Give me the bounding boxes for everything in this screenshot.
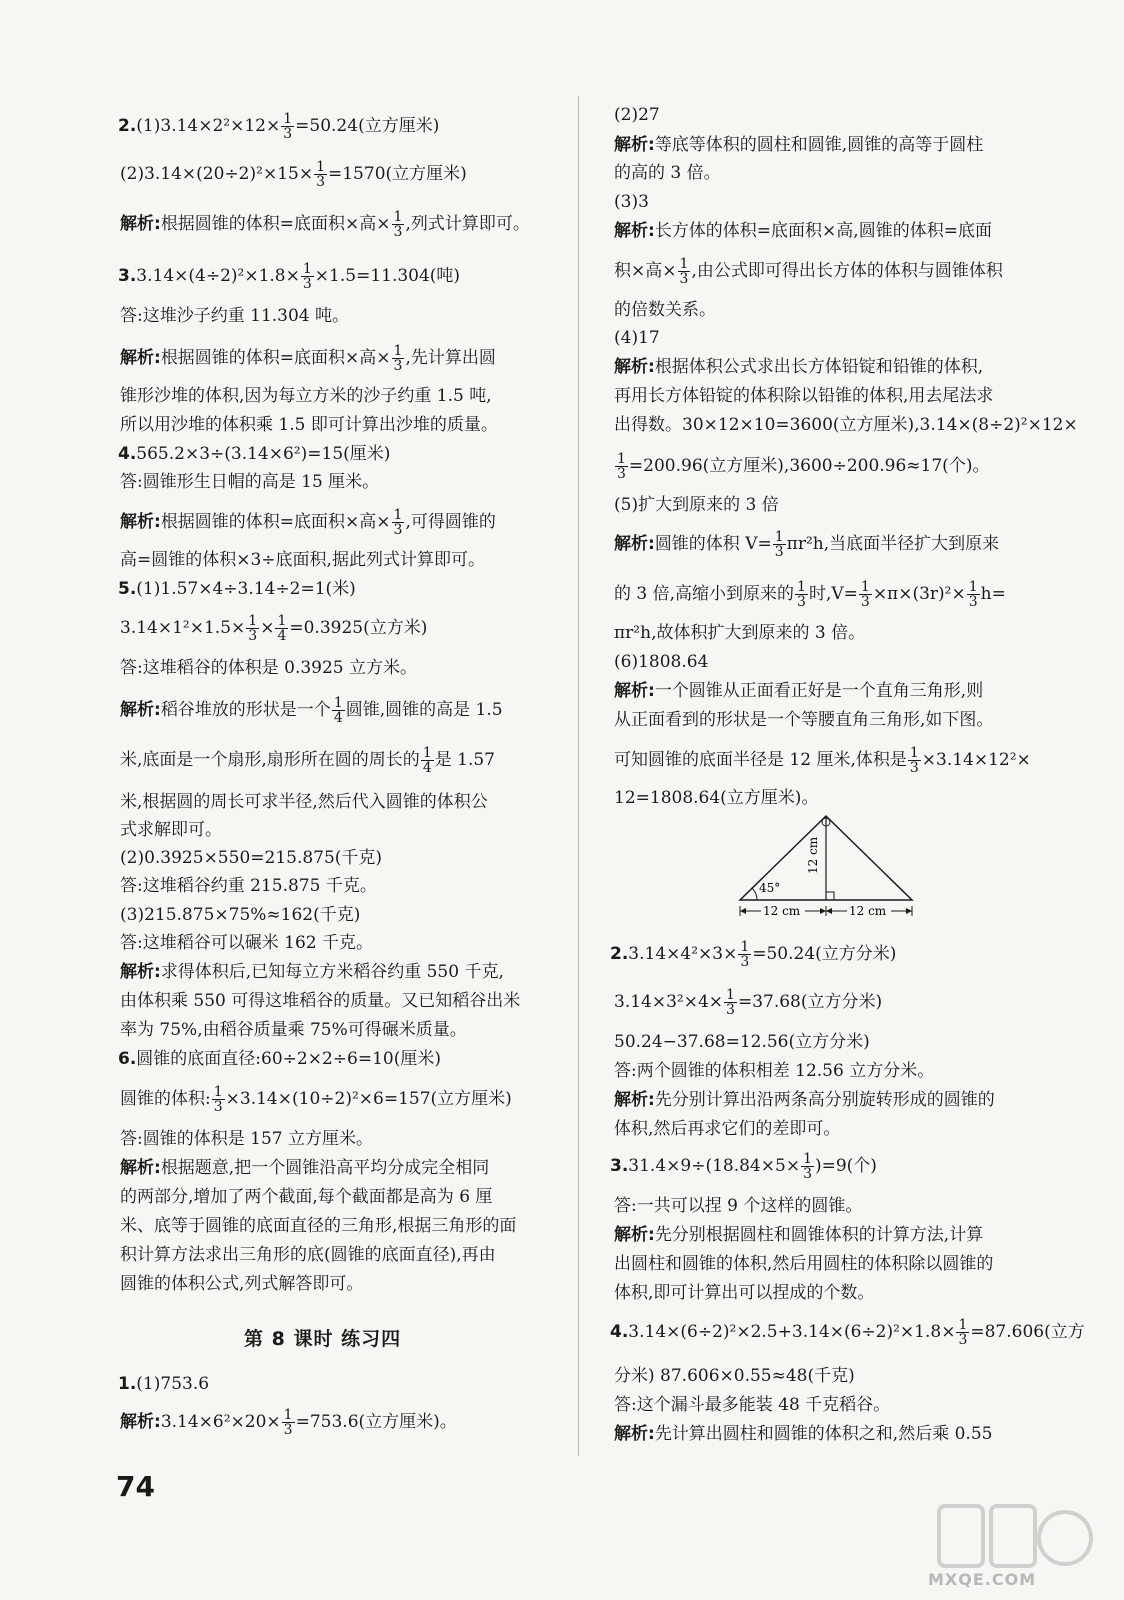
q6-analysis-4: 积计算方法求出三角形的底(圆锥的底面直径),再由: [120, 1245, 496, 1265]
q6-line1: 6.圆锥的底面直径:60÷2×2÷6=10(厘米): [118, 1049, 441, 1069]
p6-analysis-2: 从正面看到的形状是一个等腰直角三角形,如下图。: [614, 710, 994, 730]
q5-line2: 3.14×1²×1.5× $\frac{1}{3}$ × $\frac{1}{4}$ =0.3925(立方米): [120, 613, 428, 644]
q5-answer-1: 答:这堆稻谷的体积是 0.3925 立方米。: [120, 658, 418, 678]
q5-analysis-3: 米,根据圆的周长可求半径,然后代入圆锥的体积公: [120, 792, 488, 812]
height-label: 12 cm: [806, 836, 820, 874]
q5-analysis-2: 米,底面是一个扇形,扇形所在圆的周长的 $\frac{1}{4}$ 是 1.57: [120, 745, 495, 776]
p5-analysis-2: 的 3 倍,高缩小到原来的 $\frac{1}{3}$ 时,V= $\frac{1}{3}$ ×π×(3r)²× $\frac{1}{3}$ h=: [614, 579, 1006, 610]
q2r-line3: 50.24−37.68=12.56(立方分米): [614, 1032, 870, 1052]
p6-analysis-1: 解析:一个圆锥从正面看正好是一个直角三角形,则: [614, 681, 984, 701]
q2-line1: 2.(1)3.14×2²×12× $\frac{1}{3}$ =50.24(立方厘米): [118, 111, 440, 142]
p5-analysis-1: 解析:圆锥的体积 V= $\frac{1}{3}$ πr²h,当底面半径扩大到原来: [614, 529, 1000, 560]
q4r-analysis-1: 解析:先计算出圆柱和圆锥的体积之和,然后乘 0.55: [614, 1424, 993, 1444]
q6-analysis-2: 的两部分,增加了两个截面,每个截面都是高为 6 厘: [120, 1187, 493, 1207]
column-divider: [578, 96, 579, 1456]
q2r-analysis-1: 解析:先分别计算出沿两条高分别旋转形成的圆锥的: [614, 1090, 995, 1110]
q2r-line2: 3.14×3²×4× $\frac{1}{3}$ =37.68(立方分米): [614, 987, 883, 1018]
p3-analysis-1: 解析:长方体的体积=底面积×高,圆锥的体积=底面: [614, 221, 992, 241]
q4-analysis-1: 解析:根据圆锥的体积=底面积×高× $\frac{1}{3}$ ,可得圆锥的: [120, 507, 496, 538]
p6-analysis-3: 可知圆锥的底面半径是 12 厘米,体积是 $\frac{1}{3}$ ×3.14×12²×: [614, 745, 1031, 776]
q2r-analysis-2: 体积,然后再求它们的差即可。: [614, 1119, 841, 1139]
q5-answer-3: 答:这堆稻谷可以碾米 162 千克。: [120, 933, 373, 953]
p3-analysis-2: 积×高× $\frac{1}{3}$ ,由公式即可得出长方体的体积与圆锥体积: [614, 256, 1003, 287]
q5-analysis2-2: 由体积乘 550 可得这堆稻谷的质量。又已知稻谷出米: [120, 991, 521, 1011]
q4r-line2: 分米) 87.606×0.55≈48(千克): [614, 1366, 855, 1386]
q5-line3: (2)0.3925×550=215.875(千克): [120, 848, 383, 868]
q6-line2: 圆锥的体积: $\frac{1}{3}$ ×3.14×(10÷2)²×6=157(立方厘米): [120, 1084, 512, 1115]
q4r-answer: 答:这个漏斗最多能装 48 千克稻谷。: [614, 1395, 891, 1415]
page-number: 74: [116, 1470, 155, 1503]
q3r-analysis-1: 解析:先分别根据圆柱和圆锥体积的计算方法,计算: [614, 1225, 984, 1245]
p4-analysis-3: 出得数。30×12×10=3600(立方厘米),3.14×(8÷2)²×12×: [614, 415, 1078, 435]
q6-analysis-3: 米、底等于圆锥的底面直径的三角形,根据三角形的面: [120, 1216, 517, 1236]
q4-answer: 答:圆锥形生日帽的高是 15 厘米。: [120, 472, 380, 492]
q3r-line1: 3.31.4×9÷(18.84×5× $\frac{1}{3}$ )=9(个): [610, 1151, 877, 1182]
p6-answer: (6)1808.64: [614, 652, 709, 672]
p3-answer: (3)3: [614, 192, 649, 212]
base-left-label: 12 cm: [763, 904, 801, 918]
q3r-analysis-2: 出圆柱和圆锥的体积,然后用圆柱的体积除以圆锥的: [614, 1254, 994, 1274]
q5-analysis-4: 式求解即可。: [120, 820, 222, 840]
p3-analysis-3: 的倍数关系。: [614, 300, 716, 320]
p2-analysis-1: 解析:等底等体积的圆柱和圆锥,圆锥的高等于圆柱: [614, 135, 984, 155]
q5-analysis2-3: 率为 75%,由稻谷质量乘 75%可得碾米质量。: [120, 1020, 467, 1040]
q2-line2: (2)3.14×(20÷2)²×15× $\frac{1}{3}$ =1570(立方厘米): [120, 159, 467, 190]
p4-analysis-1: 解析:根据体积公式求出长方体铅锭和铅锥的体积,: [614, 357, 984, 377]
isosceles-right-triangle-figure: [735, 812, 925, 927]
angle-label: 45°: [759, 881, 781, 895]
q4-line1: 4.565.2×3÷(3.14×6²)=15(厘米): [118, 444, 391, 464]
q5-line4: (3)215.875×75%≈162(千克): [120, 905, 361, 925]
q3r-analysis-3: 体积,即可计算出可以捏成的个数。: [614, 1283, 875, 1303]
s1-line1: 1.(1)753.6: [118, 1374, 210, 1394]
q3r-answer: 答:一共可以捏 9 个这样的圆锥。: [614, 1196, 863, 1216]
s1-analysis: 解析:3.14×6²×20× $\frac{1}{3}$ =753.6(立方厘米)。: [120, 1407, 457, 1438]
base-right-label: 12 cm: [849, 904, 887, 918]
q6-answer: 答:圆锥的体积是 157 立方厘米。: [120, 1129, 373, 1149]
p4-analysis-4: $\frac{1}{3}$ =200.96(立方厘米),3600÷200.96≈17(个)。: [617, 451, 990, 482]
q2-analysis: 解析:根据圆锥的体积=底面积×高× $\frac{1}{3}$ ,列式计算即可。: [120, 209, 530, 240]
p2-answer: (2)27: [614, 105, 660, 125]
q2r-answer: 答:两个圆锥的体积相差 12.56 立方分米。: [614, 1061, 935, 1081]
p5-answer: (5)扩大到原来的 3 倍: [614, 495, 779, 515]
p6-analysis-4: 12=1808.64(立方厘米)。: [614, 788, 819, 808]
section-title: 第 8 课时 练习四: [244, 1328, 402, 1350]
q4r-line1: 4.3.14×(6÷2)²×2.5+3.14×(6÷2)²×1.8× $\frac{1}{3}$ =87.606(立方: [610, 1317, 1085, 1348]
q3-line1: 3.3.14×(4÷2)²×1.8× $\frac{1}{3}$ ×1.5=11.304(吨): [118, 261, 461, 292]
q3-analysis-2: 锥形沙堆的体积,因为每立方米的沙子约重 1.5 吨,: [120, 386, 492, 406]
q5-analysis2-1: 解析:求得体积后,已知每立方米稻谷约重 550 千克,: [120, 962, 504, 982]
q6-analysis-5: 圆锥的体积公式,列式解答即可。: [120, 1274, 364, 1294]
q2r-line1: 2.3.14×4²×3× $\frac{1}{3}$ =50.24(立方分米): [610, 939, 897, 970]
p4-answer: (4)17: [614, 328, 660, 348]
p5-analysis-3: πr²h,故体积扩大到原来的 3 倍。: [614, 623, 866, 643]
q5-analysis-1: 解析:稻谷堆放的形状是一个 $\frac{1}{4}$ 圆锥,圆锥的高是 1.5: [120, 695, 503, 726]
q3-analysis-3: 所以用沙堆的体积乘 1.5 即可计算出沙堆的质量。: [120, 415, 498, 435]
watermark-text: MXQE.COM: [928, 1570, 1037, 1589]
q6-analysis-1: 解析:根据题意,把一个圆锥沿高平均分成完全相同: [120, 1158, 490, 1178]
p2-analysis-2: 的高的 3 倍。: [614, 163, 721, 183]
q3-answer: 答:这堆沙子约重 11.304 吨。: [120, 306, 350, 326]
q5-answer-2: 答:这堆稻谷约重 215.875 千克。: [120, 876, 377, 896]
q3-analysis-1: 解析:根据圆锥的体积=底面积×高× $\frac{1}{3}$ ,先计算出圆: [120, 343, 496, 374]
q4-analysis-2: 高=圆锥的体积×3÷底面积,据此列式计算即可。: [120, 550, 485, 570]
q5-line1: 5.(1)1.57×4÷3.14÷2=1(米): [118, 579, 356, 599]
p4-analysis-2: 再用长方体铅锭的体积除以铅锥的体积,用去尾法求: [614, 386, 994, 406]
